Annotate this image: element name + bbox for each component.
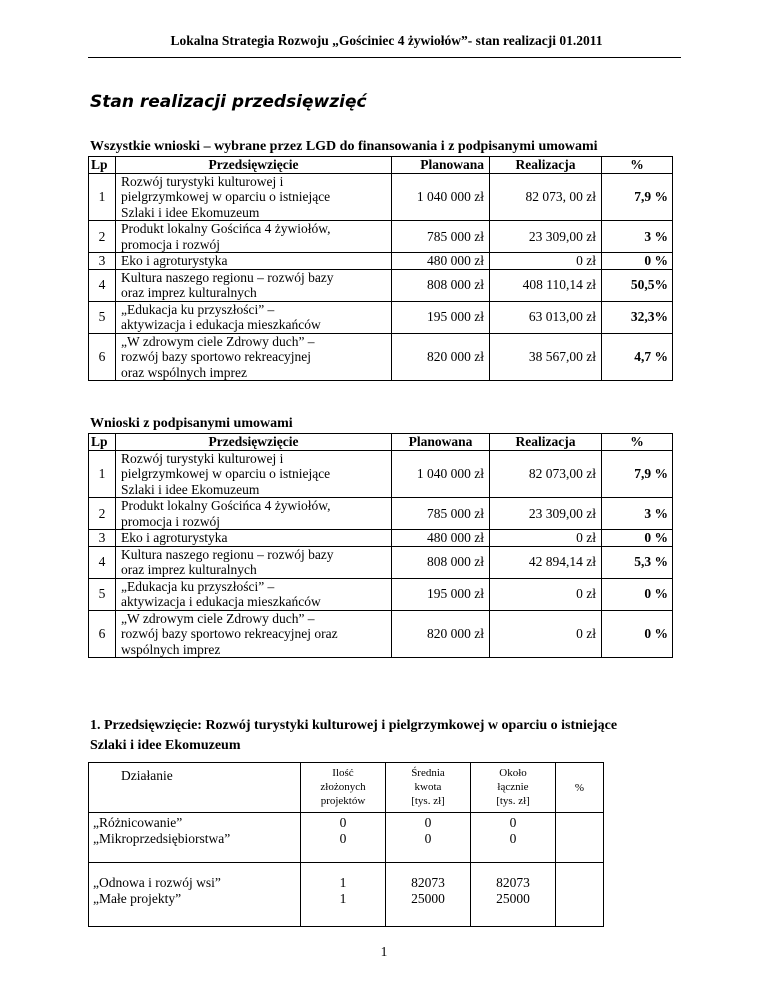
row-realization: 63 013,00 zł [490,301,602,333]
row-project-line: Rozwój turystyki kulturowej i [121,450,284,466]
header-total [471,763,556,813]
row-percent: 0 % [602,530,673,547]
table1-caption: Wszystkie wnioski – wybrane przez LGD do finansowania i z podpisanymi umowami [90,139,598,154]
row-count-line: 0 [339,831,347,846]
row-planned: 195 000 zł [392,301,490,333]
row-project-line: promocja i rozwój [121,236,220,252]
row-count [301,863,386,927]
row-planned: 480 000 zł [392,530,490,547]
table-row [89,813,604,863]
section1-heading [90,716,690,756]
header-rule [88,57,681,58]
header-percent: % [602,157,673,174]
table-row [89,546,673,578]
row-percent: 0 % [602,578,673,610]
row-percent: 4,7 % [602,333,673,381]
row-project-line: oraz imprez kulturalnych [121,562,257,577]
row-project-line: aktywizacja i edukacja mieszkańców [121,594,321,609]
row-project-line: „W zdrowym ciele Zdrowy duch” – [121,610,315,626]
row-project-line: oraz wspólnych imprez [121,364,247,380]
row-percent: 0 % [602,610,673,658]
table-row [89,173,673,221]
row-project-line: Szlaki i idee Ekomuzeum [121,481,260,497]
header-planned: Planowana [392,157,490,174]
row-realization: 0 zł [490,530,602,547]
row-planned: 820 000 zł [392,333,490,381]
row-realization: 82 073,00 zł [490,450,602,498]
row-realization: 408 110,14 zł [490,269,602,301]
row-planned: 480 000 zł [392,253,490,270]
table-row [89,253,673,270]
row-percent: 0 % [602,253,673,270]
row-project [116,546,392,578]
row-project-line: Eko i agroturystyka [121,253,228,268]
row-lp: 5 [89,301,116,333]
row-count-line: 0 [339,815,347,830]
row-project-line: pielgrzymkowej w oparciu o istniejące [121,466,331,481]
header-average-line: kwota [414,781,442,793]
row-lp: 5 [89,578,116,610]
header-total-line: łącznie [497,781,529,793]
row-action-line: „Małe projekty” [93,891,182,906]
table-row [89,578,673,610]
table2-caption: Wnioski z podpisanymi umowami [90,416,293,431]
row-count-line: 1 [339,891,347,906]
row-project-line: Szlaki i idee Ekomuzeum [121,204,260,220]
row-project-line: Kultura naszego regionu – rozwój bazy [121,546,334,562]
table3-header-row [89,763,604,813]
row-total-line: 82073 [496,875,530,890]
row-percent [556,863,604,927]
header-percent: % [602,434,673,451]
row-project-line: Produkt lokalny Gościńca 4 żywiołów, [121,221,331,236]
header-realization: Realizacja [490,157,602,174]
row-project-line: promocja i rozwój [121,513,220,529]
table-row [89,450,673,498]
row-percent: 3 % [602,498,673,530]
row-percent: 5,3 % [602,546,673,578]
row-average-line: 0 [424,831,432,846]
row-project-line: Produkt lokalny Gościńca 4 żywiołów, [121,498,331,513]
row-realization: 82 073, 00 zł [490,173,602,221]
row-realization: 0 zł [490,610,602,658]
row-total [471,813,556,863]
row-lp: 4 [89,269,116,301]
header-action: Działanie [89,763,301,813]
header-lp: Lp [89,434,116,451]
table1 [88,156,673,381]
row-planned: 808 000 zł [392,269,490,301]
row-lp: 1 [89,450,116,498]
table-row [89,269,673,301]
page-number: 1 [380,944,388,959]
row-average [386,863,471,927]
row-total-line: 0 [509,815,517,830]
row-total-line: 0 [509,831,517,846]
row-project-line: Eko i agroturystyka [121,530,228,545]
header-total-line: Około [499,767,527,779]
row-lp: 3 [89,530,116,547]
row-lp: 2 [89,221,116,253]
running-header: Lokalna Strategia Rozwoju „Gościniec 4 żywiołów”- stan realizacji 01.2011 [170,33,603,48]
row-lp: 3 [89,253,116,270]
table3 [88,762,604,927]
row-project [116,253,392,270]
row-lp: 4 [89,546,116,578]
row-project [116,221,392,253]
row-total-line: 25000 [496,891,530,906]
section1-heading-line: Szlaki i idee Ekomuzeum [90,738,241,753]
header-average [386,763,471,813]
row-project-line: Rozwój turystyki kulturowej i [121,173,284,189]
table-row [89,301,673,333]
header-count-line: projektów [320,795,366,807]
row-percent: 32,3% [602,301,673,333]
row-project-line: rozwój bazy sportowo rekreacyjnej [121,349,312,364]
section1-heading-line: 1. Przedsięwzięcie: Rozwój turystyki kulturowej i pielgrzymkowej w oparciu o istniejące [90,718,618,733]
row-lp: 2 [89,498,116,530]
row-actions [89,813,301,863]
header-count-line: złożonych [320,781,366,793]
row-total [471,863,556,927]
header-total-line: [tys. zł] [496,795,530,807]
table2-header-row [89,434,673,451]
row-planned: 808 000 zł [392,546,490,578]
row-realization: 38 567,00 zł [490,333,602,381]
row-planned: 820 000 zł [392,610,490,658]
row-project [116,578,392,610]
table-row [89,221,673,253]
row-project [116,173,392,221]
row-action-line: „Odnowa i rozwój wsi” [93,875,221,890]
row-average-line: 25000 [411,891,445,906]
row-project-line: wspólnych imprez [121,641,221,657]
row-planned: 1 040 000 zł [392,173,490,221]
row-average-line: 82073 [411,875,445,890]
header-planned: Planowana [392,434,490,451]
row-percent: 3 % [602,221,673,253]
row-project-line: Kultura naszego regionu – rozwój bazy [121,269,334,285]
row-average [386,813,471,863]
row-lp: 6 [89,610,116,658]
table-row [89,530,673,547]
row-realization: 23 309,00 zł [490,498,602,530]
row-actions [89,863,301,927]
row-project-line: „Edukacja ku przyszłości” – [121,301,275,317]
row-project-line: pielgrzymkowej w oparciu o istniejące [121,189,331,204]
row-planned: 1 040 000 zł [392,450,490,498]
row-project [116,269,392,301]
section-title: Stan realizacji przedsięwzięć [90,92,367,112]
header-percent: % [556,763,604,813]
row-count [301,813,386,863]
row-action-line: „Mikroprzedsiębiorstwa” [93,831,231,846]
row-project-line: „Edukacja ku przyszłości” – [121,578,275,594]
row-project-line: aktywizacja i edukacja mieszkańców [121,317,321,332]
header-average-line: Średnia [411,767,445,779]
row-project [116,450,392,498]
header-average-line: [tys. zł] [411,795,445,807]
header-count-line: Ilość [332,767,354,779]
row-planned: 785 000 zł [392,498,490,530]
row-project [116,610,392,658]
header-project: Przedsięwzięcie [116,157,392,174]
table-row [89,863,604,927]
row-project [116,301,392,333]
table1-header-row [89,157,673,174]
row-action-line: „Różnicowanie” [93,815,183,830]
row-average-line: 0 [424,815,432,830]
row-realization: 42 894,14 zł [490,546,602,578]
row-project [116,498,392,530]
header-count [301,763,386,813]
header-project: Przedsięwzięcie [116,434,392,451]
row-percent: 50,5% [602,269,673,301]
row-percent [556,813,604,863]
header-realization: Realizacja [490,434,602,451]
row-planned: 785 000 zł [392,221,490,253]
row-percent: 7,9 % [602,173,673,221]
row-project-line: oraz imprez kulturalnych [121,285,257,300]
row-count-line: 1 [339,875,347,890]
row-lp: 6 [89,333,116,381]
table-row [89,498,673,530]
table-row [89,610,673,658]
row-project [116,333,392,381]
table2 [88,433,673,658]
row-planned: 195 000 zł [392,578,490,610]
row-percent: 7,9 % [602,450,673,498]
row-realization: 0 zł [490,253,602,270]
row-lp: 1 [89,173,116,221]
row-realization: 23 309,00 zł [490,221,602,253]
row-realization: 0 zł [490,578,602,610]
row-project-line: „W zdrowym ciele Zdrowy duch” – [121,333,315,349]
row-project [116,530,392,547]
table-row [89,333,673,381]
row-project-line: rozwój bazy sportowo rekreacyjnej oraz [121,626,338,641]
header-lp: Lp [89,157,116,174]
